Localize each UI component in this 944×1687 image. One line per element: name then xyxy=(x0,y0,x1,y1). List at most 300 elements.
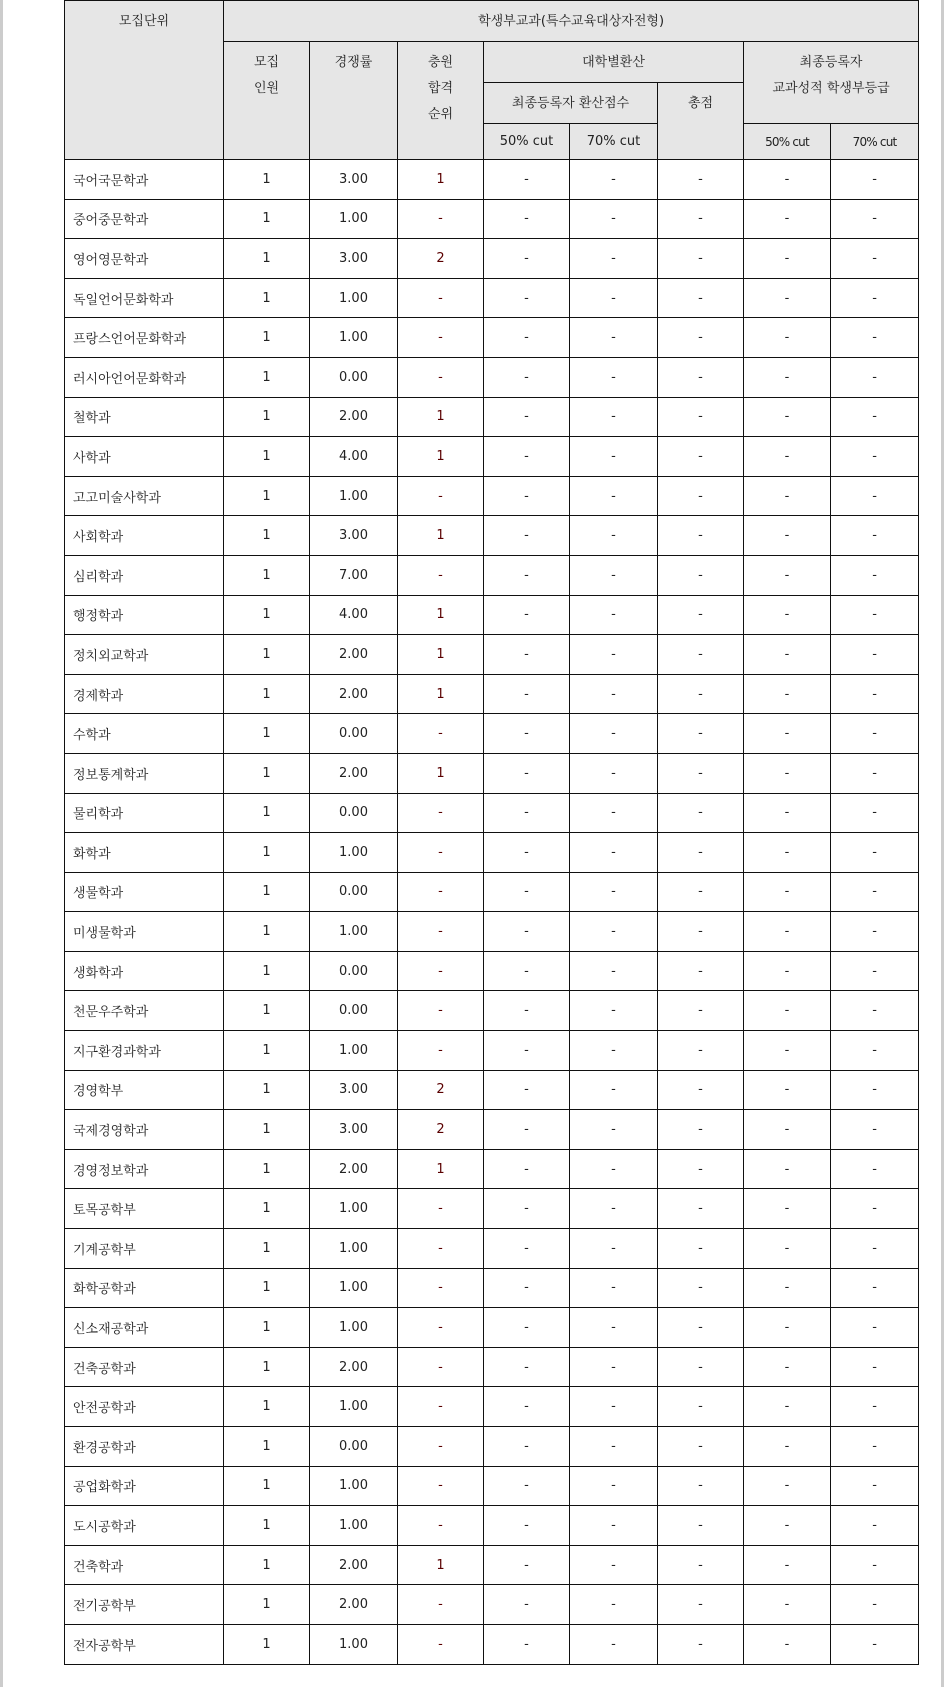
empty-value: - xyxy=(744,1545,831,1585)
empty-value: - xyxy=(831,1585,919,1625)
recruit-count: 1 xyxy=(224,1268,310,1308)
empty-value: - xyxy=(570,1031,658,1071)
table-row xyxy=(65,1070,919,1110)
empty-value: - xyxy=(744,714,831,754)
empty-value: - xyxy=(744,1189,831,1229)
waitlist-rank: - xyxy=(398,278,484,318)
empty-value: - xyxy=(831,1308,919,1348)
table-row xyxy=(65,1585,919,1625)
empty-value: - xyxy=(484,239,570,279)
competition-rate: 1.00 xyxy=(310,1624,398,1664)
empty-value: - xyxy=(570,357,658,397)
empty-value: - xyxy=(484,1268,570,1308)
empty-value: - xyxy=(658,872,744,912)
table-row xyxy=(65,1308,919,1348)
table-row xyxy=(65,239,919,279)
recruit-count: 1 xyxy=(224,595,310,635)
empty-value: - xyxy=(484,437,570,477)
empty-value: - xyxy=(658,1624,744,1664)
empty-value: - xyxy=(484,833,570,873)
recruit-count: 1 xyxy=(224,318,310,358)
empty-value: - xyxy=(831,1466,919,1506)
competition-rate: 2.00 xyxy=(310,1149,398,1189)
competition-rate: 0.00 xyxy=(310,357,398,397)
competition-rate: 2.00 xyxy=(310,753,398,793)
empty-value: - xyxy=(744,1387,831,1427)
dept-name: 지구환경과학과 xyxy=(65,1031,224,1071)
table-row xyxy=(65,1229,919,1269)
dept-name: 미생물학과 xyxy=(65,912,224,952)
empty-value: - xyxy=(570,753,658,793)
competition-rate: 2.00 xyxy=(310,1585,398,1625)
empty-value: - xyxy=(570,1585,658,1625)
empty-value: - xyxy=(831,1110,919,1150)
waitlist-rank: - xyxy=(398,1466,484,1506)
empty-value: - xyxy=(744,872,831,912)
dept-name: 국어국문학과 xyxy=(65,160,224,200)
dept-name: 공업화학과 xyxy=(65,1466,224,1506)
waitlist-rank: - xyxy=(398,1624,484,1664)
empty-value: - xyxy=(484,476,570,516)
recruit-count: 1 xyxy=(224,1308,310,1348)
empty-value: - xyxy=(658,595,744,635)
waitlist-rank: 2 xyxy=(398,1070,484,1110)
dept-name: 사학과 xyxy=(65,437,224,477)
table-row xyxy=(65,476,919,516)
recruit-count: 1 xyxy=(224,1427,310,1467)
empty-value: - xyxy=(831,991,919,1031)
empty-value: - xyxy=(831,1149,919,1189)
empty-value: - xyxy=(484,595,570,635)
table-row xyxy=(65,793,919,833)
empty-value: - xyxy=(831,1427,919,1467)
dept-name: 경제학과 xyxy=(65,674,224,714)
empty-value: - xyxy=(484,278,570,318)
empty-value: - xyxy=(570,912,658,952)
header-final-conv-score: 최종등록자 환산점수 xyxy=(484,83,658,124)
empty-value: - xyxy=(658,555,744,595)
table-row xyxy=(65,516,919,556)
empty-value: - xyxy=(658,753,744,793)
empty-value: - xyxy=(744,476,831,516)
competition-rate: 0.00 xyxy=(310,872,398,912)
recruit-count: 1 xyxy=(224,1149,310,1189)
empty-value: - xyxy=(744,991,831,1031)
competition-rate: 1.00 xyxy=(310,1506,398,1546)
dept-name: 사회학과 xyxy=(65,516,224,556)
empty-value: - xyxy=(831,714,919,754)
header-competition: 경쟁률 xyxy=(310,42,398,160)
empty-value: - xyxy=(831,516,919,556)
header-rank: 충원 합격 순위 xyxy=(398,42,484,160)
empty-value: - xyxy=(831,635,919,675)
empty-value: - xyxy=(570,1189,658,1229)
empty-value: - xyxy=(570,674,658,714)
recruit-count: 1 xyxy=(224,1031,310,1071)
empty-value: - xyxy=(658,674,744,714)
table-row xyxy=(65,199,919,239)
empty-value: - xyxy=(658,714,744,754)
header-final-grade: 최종등록자 교과성적 학생부등급 xyxy=(744,42,919,124)
waitlist-rank: 1 xyxy=(398,437,484,477)
empty-value: - xyxy=(570,1545,658,1585)
recruit-count: 1 xyxy=(224,635,310,675)
table-row xyxy=(65,437,919,477)
empty-value: - xyxy=(831,160,919,200)
waitlist-rank: - xyxy=(398,714,484,754)
waitlist-rank: - xyxy=(398,1268,484,1308)
empty-value: - xyxy=(658,1189,744,1229)
empty-value: - xyxy=(658,1070,744,1110)
waitlist-rank: 1 xyxy=(398,516,484,556)
empty-value: - xyxy=(484,1506,570,1546)
empty-value: - xyxy=(831,1506,919,1546)
empty-value: - xyxy=(831,1229,919,1269)
empty-value: - xyxy=(570,160,658,200)
recruit-count: 1 xyxy=(224,1624,310,1664)
recruit-count: 1 xyxy=(224,714,310,754)
empty-value: - xyxy=(484,1229,570,1269)
empty-value: - xyxy=(570,951,658,991)
recruit-count: 1 xyxy=(224,357,310,397)
empty-value: - xyxy=(484,1347,570,1387)
empty-value: - xyxy=(831,912,919,952)
empty-value: - xyxy=(570,1070,658,1110)
table-row xyxy=(65,595,919,635)
empty-value: - xyxy=(658,1427,744,1467)
empty-value: - xyxy=(831,199,919,239)
competition-rate: 1.00 xyxy=(310,1308,398,1348)
dept-name: 환경공학과 xyxy=(65,1427,224,1467)
competition-rate: 0.00 xyxy=(310,793,398,833)
competition-rate: 3.00 xyxy=(310,160,398,200)
recruit-count: 1 xyxy=(224,160,310,200)
recruit-count: 1 xyxy=(224,1387,310,1427)
competition-rate: 1.00 xyxy=(310,199,398,239)
empty-value: - xyxy=(570,397,658,437)
competition-rate: 1.00 xyxy=(310,1268,398,1308)
dept-name: 건축학과 xyxy=(65,1545,224,1585)
empty-value: - xyxy=(744,278,831,318)
competition-rate: 1.00 xyxy=(310,1387,398,1427)
empty-value: - xyxy=(744,516,831,556)
empty-value: - xyxy=(658,357,744,397)
empty-value: - xyxy=(484,991,570,1031)
empty-value: - xyxy=(570,1387,658,1427)
empty-value: - xyxy=(570,595,658,635)
recruit-count: 1 xyxy=(224,1466,310,1506)
empty-value: - xyxy=(831,397,919,437)
dept-name: 고고미술사학과 xyxy=(65,476,224,516)
table-row xyxy=(65,397,919,437)
waitlist-rank: - xyxy=(398,476,484,516)
waitlist-rank: - xyxy=(398,555,484,595)
empty-value: - xyxy=(744,1506,831,1546)
table-row xyxy=(65,1506,919,1546)
empty-value: - xyxy=(744,239,831,279)
recruit-count: 1 xyxy=(224,1229,310,1269)
table-row xyxy=(65,1268,919,1308)
dept-name: 정보통계학과 xyxy=(65,753,224,793)
dept-name: 기계공학부 xyxy=(65,1229,224,1269)
empty-value: - xyxy=(744,1308,831,1348)
recruit-count: 1 xyxy=(224,753,310,793)
waitlist-rank: 1 xyxy=(398,1149,484,1189)
waitlist-rank: 1 xyxy=(398,753,484,793)
recruit-count: 1 xyxy=(224,793,310,833)
dept-name: 행정학과 xyxy=(65,595,224,635)
table-row xyxy=(65,714,919,754)
recruit-count: 1 xyxy=(224,833,310,873)
table-row xyxy=(65,1387,919,1427)
empty-value: - xyxy=(484,1110,570,1150)
recruit-count: 1 xyxy=(224,674,310,714)
empty-value: - xyxy=(570,516,658,556)
waitlist-rank: - xyxy=(398,1347,484,1387)
empty-value: - xyxy=(831,278,919,318)
competition-rate: 1.00 xyxy=(310,318,398,358)
empty-value: - xyxy=(570,1624,658,1664)
waitlist-rank: 2 xyxy=(398,239,484,279)
dept-name: 심리학과 xyxy=(65,555,224,595)
empty-value: - xyxy=(570,714,658,754)
empty-value: - xyxy=(484,714,570,754)
empty-value: - xyxy=(484,160,570,200)
competition-rate: 4.00 xyxy=(310,595,398,635)
waitlist-rank: - xyxy=(398,1585,484,1625)
dept-name: 안전공학과 xyxy=(65,1387,224,1427)
waitlist-rank: 1 xyxy=(398,674,484,714)
empty-value: - xyxy=(744,555,831,595)
empty-value: - xyxy=(831,1347,919,1387)
header-group: 학생부교과(특수교육대상자전형) xyxy=(224,1,919,42)
header-total: 총점 xyxy=(658,83,744,160)
dept-name: 생물학과 xyxy=(65,872,224,912)
waitlist-rank: - xyxy=(398,912,484,952)
empty-value: - xyxy=(570,318,658,358)
waitlist-rank: - xyxy=(398,318,484,358)
empty-value: - xyxy=(658,1347,744,1387)
dept-name: 화학과 xyxy=(65,833,224,873)
table-row xyxy=(65,912,919,952)
dept-name: 물리학과 xyxy=(65,793,224,833)
empty-value: - xyxy=(658,1466,744,1506)
header-unit: 모집단위 xyxy=(65,1,224,160)
left-edge xyxy=(0,0,3,1687)
empty-value: - xyxy=(744,1347,831,1387)
recruit-count: 1 xyxy=(224,278,310,318)
waitlist-rank: - xyxy=(398,793,484,833)
table-row xyxy=(65,278,919,318)
waitlist-rank: 2 xyxy=(398,1110,484,1150)
dept-name: 경영정보학과 xyxy=(65,1149,224,1189)
empty-value: - xyxy=(658,278,744,318)
empty-value: - xyxy=(570,1268,658,1308)
empty-value: - xyxy=(744,1031,831,1071)
empty-value: - xyxy=(744,397,831,437)
dept-name: 철학과 xyxy=(65,397,224,437)
empty-value: - xyxy=(744,793,831,833)
empty-value: - xyxy=(570,1110,658,1150)
dept-name: 전기공학부 xyxy=(65,1585,224,1625)
empty-value: - xyxy=(831,437,919,477)
competition-rate: 0.00 xyxy=(310,991,398,1031)
empty-value: - xyxy=(658,793,744,833)
competition-rate: 2.00 xyxy=(310,1545,398,1585)
empty-value: - xyxy=(744,1149,831,1189)
empty-value: - xyxy=(570,1149,658,1189)
waitlist-rank: 1 xyxy=(398,160,484,200)
waitlist-rank: - xyxy=(398,1229,484,1269)
empty-value: - xyxy=(831,318,919,358)
table-row xyxy=(65,1624,919,1664)
empty-value: - xyxy=(484,753,570,793)
empty-value: - xyxy=(658,1585,744,1625)
empty-value: - xyxy=(570,1308,658,1348)
competition-rate: 3.00 xyxy=(310,1110,398,1150)
competition-rate: 1.00 xyxy=(310,476,398,516)
table-row xyxy=(65,1466,919,1506)
table-row xyxy=(65,872,919,912)
table-row xyxy=(65,951,919,991)
empty-value: - xyxy=(744,1624,831,1664)
empty-value: - xyxy=(484,1466,570,1506)
recruit-count: 1 xyxy=(224,912,310,952)
empty-value: - xyxy=(570,278,658,318)
competition-rate: 1.00 xyxy=(310,1466,398,1506)
recruit-count: 1 xyxy=(224,1070,310,1110)
empty-value: - xyxy=(831,793,919,833)
recruit-count: 1 xyxy=(224,239,310,279)
waitlist-rank: - xyxy=(398,872,484,912)
competition-rate: 3.00 xyxy=(310,1070,398,1110)
empty-value: - xyxy=(658,951,744,991)
recruit-count: 1 xyxy=(224,437,310,477)
dept-name: 독일언어문화학과 xyxy=(65,278,224,318)
competition-rate: 1.00 xyxy=(310,833,398,873)
waitlist-rank: - xyxy=(398,1506,484,1546)
table-row xyxy=(65,1347,919,1387)
competition-rate: 7.00 xyxy=(310,555,398,595)
empty-value: - xyxy=(484,1624,570,1664)
empty-value: - xyxy=(484,1308,570,1348)
dept-name: 신소재공학과 xyxy=(65,1308,224,1348)
table-row xyxy=(65,753,919,793)
dept-name: 화학공학과 xyxy=(65,1268,224,1308)
waitlist-rank: - xyxy=(398,1427,484,1467)
empty-value: - xyxy=(658,912,744,952)
waitlist-rank: - xyxy=(398,1387,484,1427)
empty-value: - xyxy=(831,1545,919,1585)
waitlist-rank: - xyxy=(398,991,484,1031)
empty-value: - xyxy=(570,437,658,477)
empty-value: - xyxy=(658,476,744,516)
empty-value: - xyxy=(484,199,570,239)
competition-rate: 1.00 xyxy=(310,1189,398,1229)
empty-value: - xyxy=(658,1229,744,1269)
header-cut50: 50% cut xyxy=(484,124,570,160)
empty-value: - xyxy=(658,437,744,477)
empty-value: - xyxy=(744,951,831,991)
empty-value: - xyxy=(744,674,831,714)
competition-rate: 4.00 xyxy=(310,437,398,477)
table-row xyxy=(65,833,919,873)
waitlist-rank: 1 xyxy=(398,397,484,437)
empty-value: - xyxy=(484,674,570,714)
table-row xyxy=(65,555,919,595)
empty-value: - xyxy=(831,872,919,912)
empty-value: - xyxy=(658,516,744,556)
dept-name: 영어영문학과 xyxy=(65,239,224,279)
empty-value: - xyxy=(484,318,570,358)
empty-value: - xyxy=(831,753,919,793)
waitlist-rank: - xyxy=(398,1031,484,1071)
empty-value: - xyxy=(831,239,919,279)
empty-value: - xyxy=(744,1268,831,1308)
empty-value: - xyxy=(658,833,744,873)
empty-value: - xyxy=(658,1110,744,1150)
empty-value: - xyxy=(744,595,831,635)
header-grade-cut50: 50% cut xyxy=(744,124,831,160)
empty-value: - xyxy=(658,1149,744,1189)
empty-value: - xyxy=(484,555,570,595)
dept-name: 토목공학부 xyxy=(65,1189,224,1229)
dept-name: 국제경영학과 xyxy=(65,1110,224,1150)
empty-value: - xyxy=(484,635,570,675)
table-row xyxy=(65,1031,919,1071)
empty-value: - xyxy=(484,872,570,912)
empty-value: - xyxy=(658,1545,744,1585)
empty-value: - xyxy=(831,1189,919,1229)
empty-value: - xyxy=(658,397,744,437)
dept-name: 건축공학과 xyxy=(65,1347,224,1387)
table-row xyxy=(65,635,919,675)
empty-value: - xyxy=(484,1427,570,1467)
table-row xyxy=(65,1189,919,1229)
empty-value: - xyxy=(484,1070,570,1110)
table-row xyxy=(65,1149,919,1189)
empty-value: - xyxy=(831,1268,919,1308)
recruit-count: 1 xyxy=(224,872,310,912)
empty-value: - xyxy=(831,595,919,635)
empty-value: - xyxy=(744,1229,831,1269)
empty-value: - xyxy=(744,1466,831,1506)
empty-value: - xyxy=(570,1506,658,1546)
empty-value: - xyxy=(570,833,658,873)
empty-value: - xyxy=(658,318,744,358)
empty-value: - xyxy=(658,1506,744,1546)
recruit-count: 1 xyxy=(224,1506,310,1546)
empty-value: - xyxy=(484,1545,570,1585)
empty-value: - xyxy=(484,1149,570,1189)
competition-rate: 1.00 xyxy=(310,1229,398,1269)
competition-rate: 1.00 xyxy=(310,278,398,318)
waitlist-rank: 1 xyxy=(398,595,484,635)
empty-value: - xyxy=(570,555,658,595)
recruit-count: 1 xyxy=(224,1347,310,1387)
dept-name: 전자공학부 xyxy=(65,1624,224,1664)
empty-value: - xyxy=(744,357,831,397)
recruit-count: 1 xyxy=(224,199,310,239)
empty-value: - xyxy=(570,199,658,239)
header-univ-conv: 대학별환산 xyxy=(484,42,744,83)
empty-value: - xyxy=(658,1308,744,1348)
empty-value: - xyxy=(744,833,831,873)
empty-value: - xyxy=(484,357,570,397)
waitlist-rank: - xyxy=(398,951,484,991)
dept-name: 수학과 xyxy=(65,714,224,754)
empty-value: - xyxy=(744,1585,831,1625)
